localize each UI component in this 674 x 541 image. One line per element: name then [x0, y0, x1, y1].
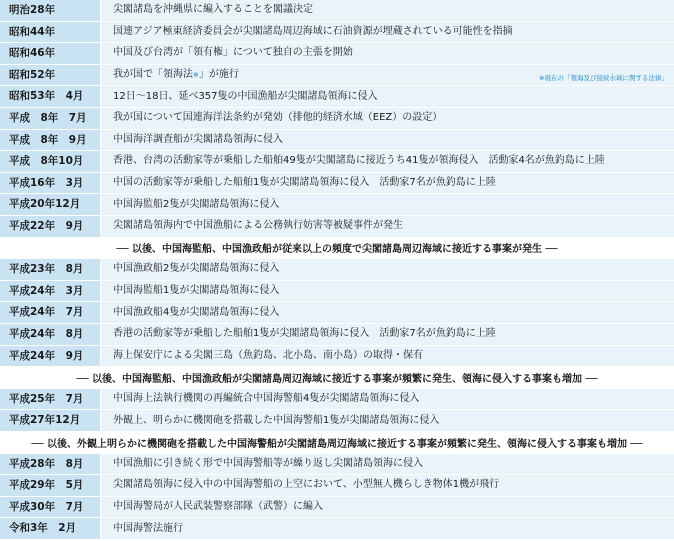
row-description: [101, 475, 674, 496]
row-date: 平成22年 9月: [0, 216, 100, 237]
timeline-row: [0, 65, 674, 86]
description-text: 中国漁政船4隻が尖閣諸島領海に侵入: [113, 306, 280, 318]
row-date: 平成27年12月: [0, 410, 100, 431]
description-text: 中国海洋調査船が尖閣諸島領海に侵入: [113, 133, 283, 145]
row-description: [101, 65, 674, 86]
description-text: 尖閣諸島を沖縄県に編入することを閣議決定: [113, 4, 313, 16]
timeline-row: [0, 43, 674, 64]
row-date: 昭和52年: [0, 65, 100, 86]
row-description: [101, 389, 674, 410]
row-description: [101, 22, 674, 43]
row-description: [101, 410, 674, 431]
timeline-row: [0, 281, 674, 302]
row-date: 平成 8年10月: [0, 151, 100, 172]
row-date: 平成25年 7月: [0, 389, 100, 410]
row-date: 平成 8年 9月: [0, 130, 100, 151]
row-description: [101, 216, 674, 237]
footnote-marker-icon: ※: [193, 70, 199, 79]
description-text: 尖閣諸島領海に侵入中の中国海警船の上空において、小型無人機らしき物体1機が飛行: [113, 479, 500, 491]
description-text: 中国の活動家等が乗船した船舶1隻が尖閣諸島領海に侵入 活動家7名が魚釣島に上陸: [113, 177, 496, 189]
timeline-row: [0, 454, 674, 475]
description-text: 中国及び台湾が「領有権」について独自の主張を開始: [113, 47, 353, 59]
timeline-row: [0, 302, 674, 323]
timeline-row: [0, 324, 674, 345]
row-date: 平成24年 7月: [0, 302, 100, 323]
row-date: 平成30年 7月: [0, 497, 100, 518]
timeline-row: [0, 497, 674, 518]
row-description: [101, 281, 674, 302]
row-date: 平成 8年 7月: [0, 108, 100, 129]
timeline-row: [0, 346, 674, 367]
row-description: [101, 259, 674, 280]
row-description: [101, 346, 674, 367]
description-text: 我が国で「領海法: [113, 69, 193, 81]
divider-text: ── 以後、中国海監船、中国漁政船が尖閣諸島周辺海域に接近する事案が頻繁に発生、領海に侵入する事案も増加 ──: [76, 373, 598, 385]
description-text: 香港の活動家等が乗船した船舶1隻が尖閣諸島領海に侵入 活動家7名が魚釣島に上陸: [113, 328, 496, 340]
row-description: [101, 130, 674, 151]
description-text-after: 」が施行: [198, 69, 239, 81]
description-text: 中国海警局が人民武装警察部隊（武警）に編入: [113, 501, 323, 513]
row-description: [101, 43, 674, 64]
timeline-row: [0, 216, 674, 237]
timeline-row: [0, 518, 674, 539]
timeline-row: [0, 389, 674, 410]
description-text: 中国海監船1隻が尖閣諸島領海に侵入: [113, 285, 280, 297]
row-date: 平成29年 5月: [0, 475, 100, 496]
row-date: 平成16年 3月: [0, 173, 100, 194]
row-description: [101, 324, 674, 345]
row-description: [101, 151, 674, 172]
description-text: 尖閣諸島領海内で中国漁船による公務執行妨害等被疑事件が発生: [113, 220, 403, 232]
description-text: 中国海警法施行: [113, 522, 183, 534]
description-text: 中国漁政船2隻が尖閣諸島領海に侵入: [113, 263, 280, 275]
description-text: 海上保安庁による尖閣三島（魚釣島、北小島、南小島）の取得・保有: [113, 349, 423, 361]
row-description: [101, 173, 674, 194]
row-description: [101, 497, 674, 518]
divider-text: ── 以後、外観上明らかに機関砲を搭載した中国海警船が尖閣諸島周辺海域に接近する事案が頻繁に発生、領海に侵入する事案も増加 ──: [31, 438, 643, 450]
timeline-row: [0, 410, 674, 431]
row-description: [101, 454, 674, 475]
row-description: [101, 108, 674, 129]
row-description: [101, 86, 674, 107]
row-description: [101, 194, 674, 215]
row-date: 平成24年 3月: [0, 281, 100, 302]
timeline-row: [0, 151, 674, 172]
period-divider: [0, 432, 674, 453]
timeline-row: [0, 194, 674, 215]
description-text: 中国海上法執行機関の再編統合中国海警船4隻が尖閣諸島領海に侵入: [113, 393, 420, 405]
row-date: 昭和44年: [0, 22, 100, 43]
row-date: 昭和53年 4月: [0, 86, 100, 107]
row-date: 平成24年 8月: [0, 324, 100, 345]
timeline-row: [0, 86, 674, 107]
row-description: [101, 0, 674, 21]
period-divider: [0, 367, 674, 388]
row-date: 平成24年 9月: [0, 346, 100, 367]
row-date: 昭和46年: [0, 43, 100, 64]
divider-text: ── 以後、中国海監船、中国漁政船が従来以上の頻度で尖閣諸島周辺海域に接近する事案が発生 ──: [116, 244, 558, 256]
row-description: [101, 518, 674, 539]
timeline-row: [0, 0, 674, 21]
row-date: 明治28年: [0, 0, 100, 21]
timeline-row: [0, 130, 674, 151]
description-text: 我が国について国連海洋法条約が発効（排他的経済水域（EEZ）の設定）: [113, 112, 443, 124]
row-date: 平成28年 8月: [0, 454, 100, 475]
period-divider: [0, 238, 674, 259]
row-date: 平成23年 8月: [0, 259, 100, 280]
description-text: 国連アジア極東経済委員会が尖閣諸島周辺海域に石油資源が埋蔵されている可能性を指摘: [113, 25, 513, 37]
row-description: [101, 302, 674, 323]
description-text: 中国海監船2隻が尖閣諸島領海に侵入: [113, 198, 280, 210]
description-text: 香港、台湾の活動家等が乗船した船舶49隻が尖閣諸島に接近うち41隻が領海侵入 活動家4名が魚釣島に上陸: [113, 155, 605, 167]
timeline-row: [0, 108, 674, 129]
timeline-row: [0, 22, 674, 43]
description-text: 中国漁船に引き続く形で中国海警船等が繰り返し尖閣諸島領海に侵入: [113, 457, 423, 469]
row-date: 令和3年 2月: [0, 518, 100, 539]
row-date: 平成20年12月: [0, 194, 100, 215]
timeline-row: [0, 259, 674, 280]
description-text: 外観上、明らかに機関砲を搭載した中国海警船1隻が尖閣諸島領海に侵入: [113, 414, 440, 426]
footnote: ※現在の「領海及び接続水域に関する法律」: [539, 73, 668, 82]
timeline-row: [0, 475, 674, 496]
timeline-row: [0, 173, 674, 194]
description-text: 12日～18日、延べ357隻の中国漁船が尖閣諸島領海に侵入: [113, 90, 378, 102]
